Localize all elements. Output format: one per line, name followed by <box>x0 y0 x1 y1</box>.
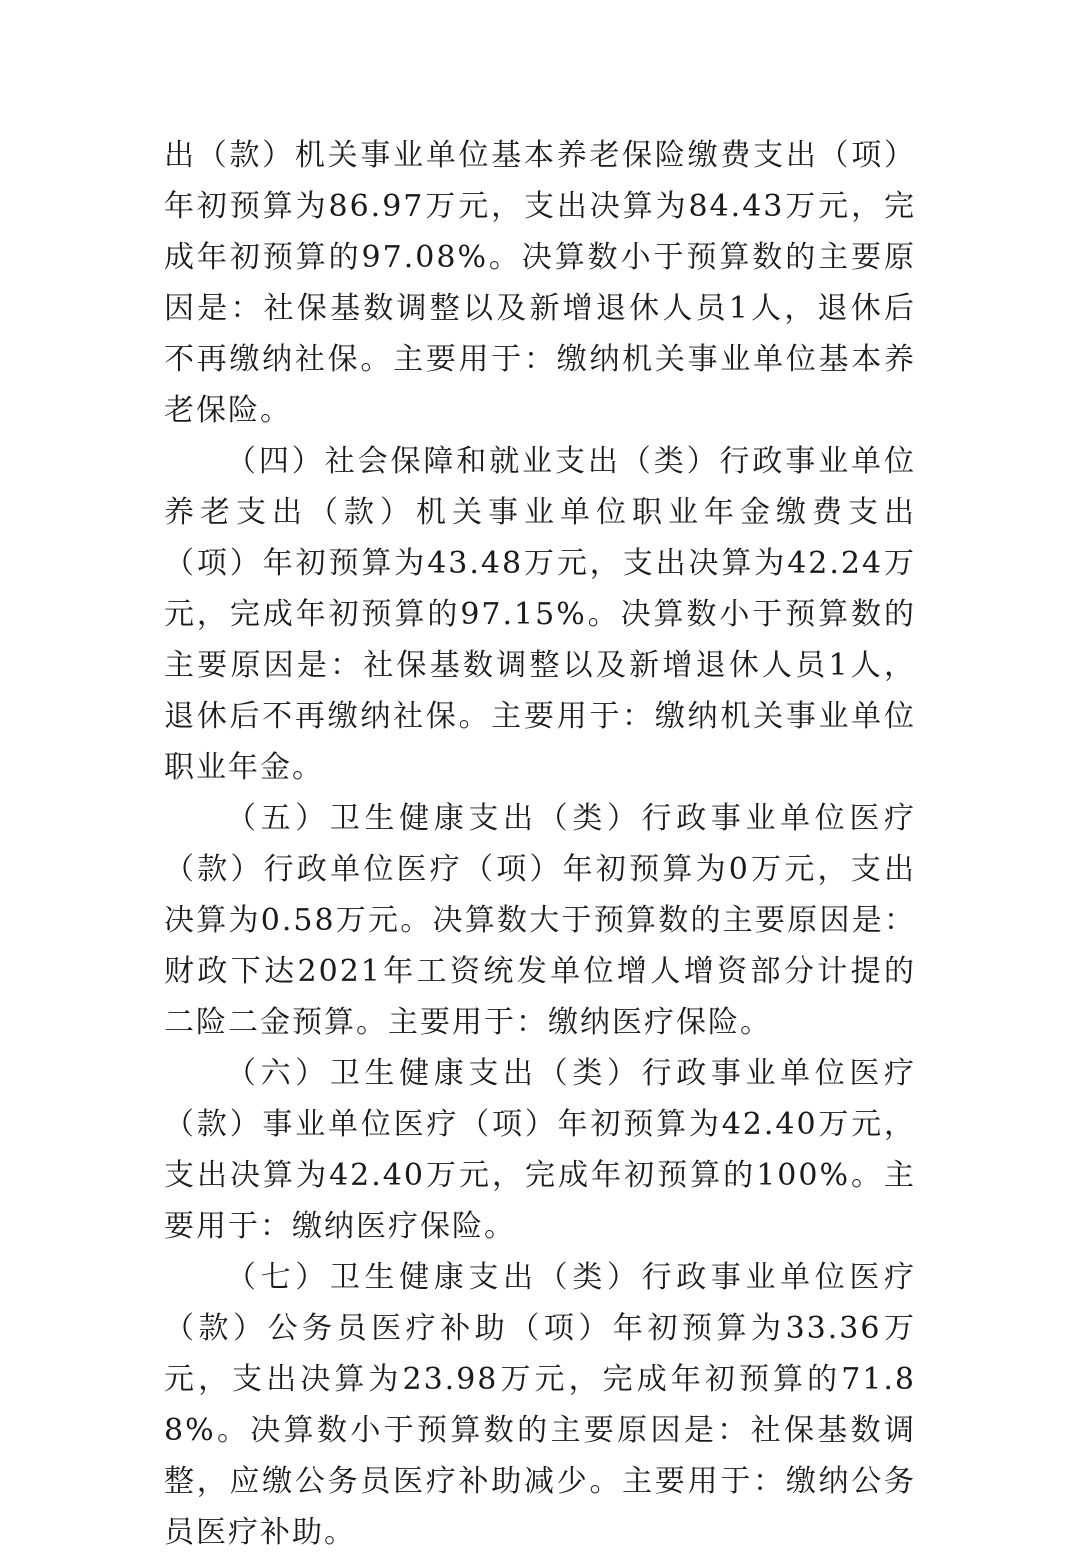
paragraph-occupational-annuity: （四）社会保障和就业支出（类）行政事业单位养老支出（款）机关事业单位职业年金缴费支出（项）年初预算为43.48万元，支出决算为42.24万元，完成年初预算的97.15%。决算数小于预算数的主要原因是：社保基数调整以及新增退休人员1人，退休后不再缴纳社保。主要用于：缴纳机关事业单位职业年金。 <box>164 444 916 785</box>
document-page <box>164 130 916 1558</box>
paragraph-institution-medical: （六）卫生健康支出（类）行政事业单位医疗（款）事业单位医疗（项）年初预算为42.40万元，支出决算为42.40万元，完成年初预算的100%。主要用于：缴纳医疗保险。 <box>164 1056 916 1244</box>
paragraph-civil-servant-medical-subsidy: （七）卫生健康支出（类）行政事业单位医疗（款）公务员医疗补助（项）年初预算为33.36万元，支出决算为23.98万元，完成年初预算的71.88%。决算数小于预算数的主要原因是：社保基数调整，应缴公务员医疗补助减少。主要用于：缴纳公务员医疗补助。 <box>164 1260 916 1550</box>
paragraph-pension-continuation: 出（款）机关事业单位基本养老保险缴费支出（项）年初预算为86.97万元，支出决算为84.43万元，完成年初预算的97.08%。决算数小于预算数的主要原因是：社保基数调整以及新增退休人员1人，退休后不再缴纳社保。主要用于：缴纳机关事业单位基本养老保险。 <box>164 138 916 428</box>
paragraph-admin-medical: （五）卫生健康支出（类）行政事业单位医疗（款）行政单位医疗（项）年初预算为0万元，支出决算为0.58万元。决算数大于预算数的主要原因是：财政下达2021年工资统发单位增人增资部分计提的二险二金预算。主要用于：缴纳医疗保险。 <box>164 801 916 1040</box>
